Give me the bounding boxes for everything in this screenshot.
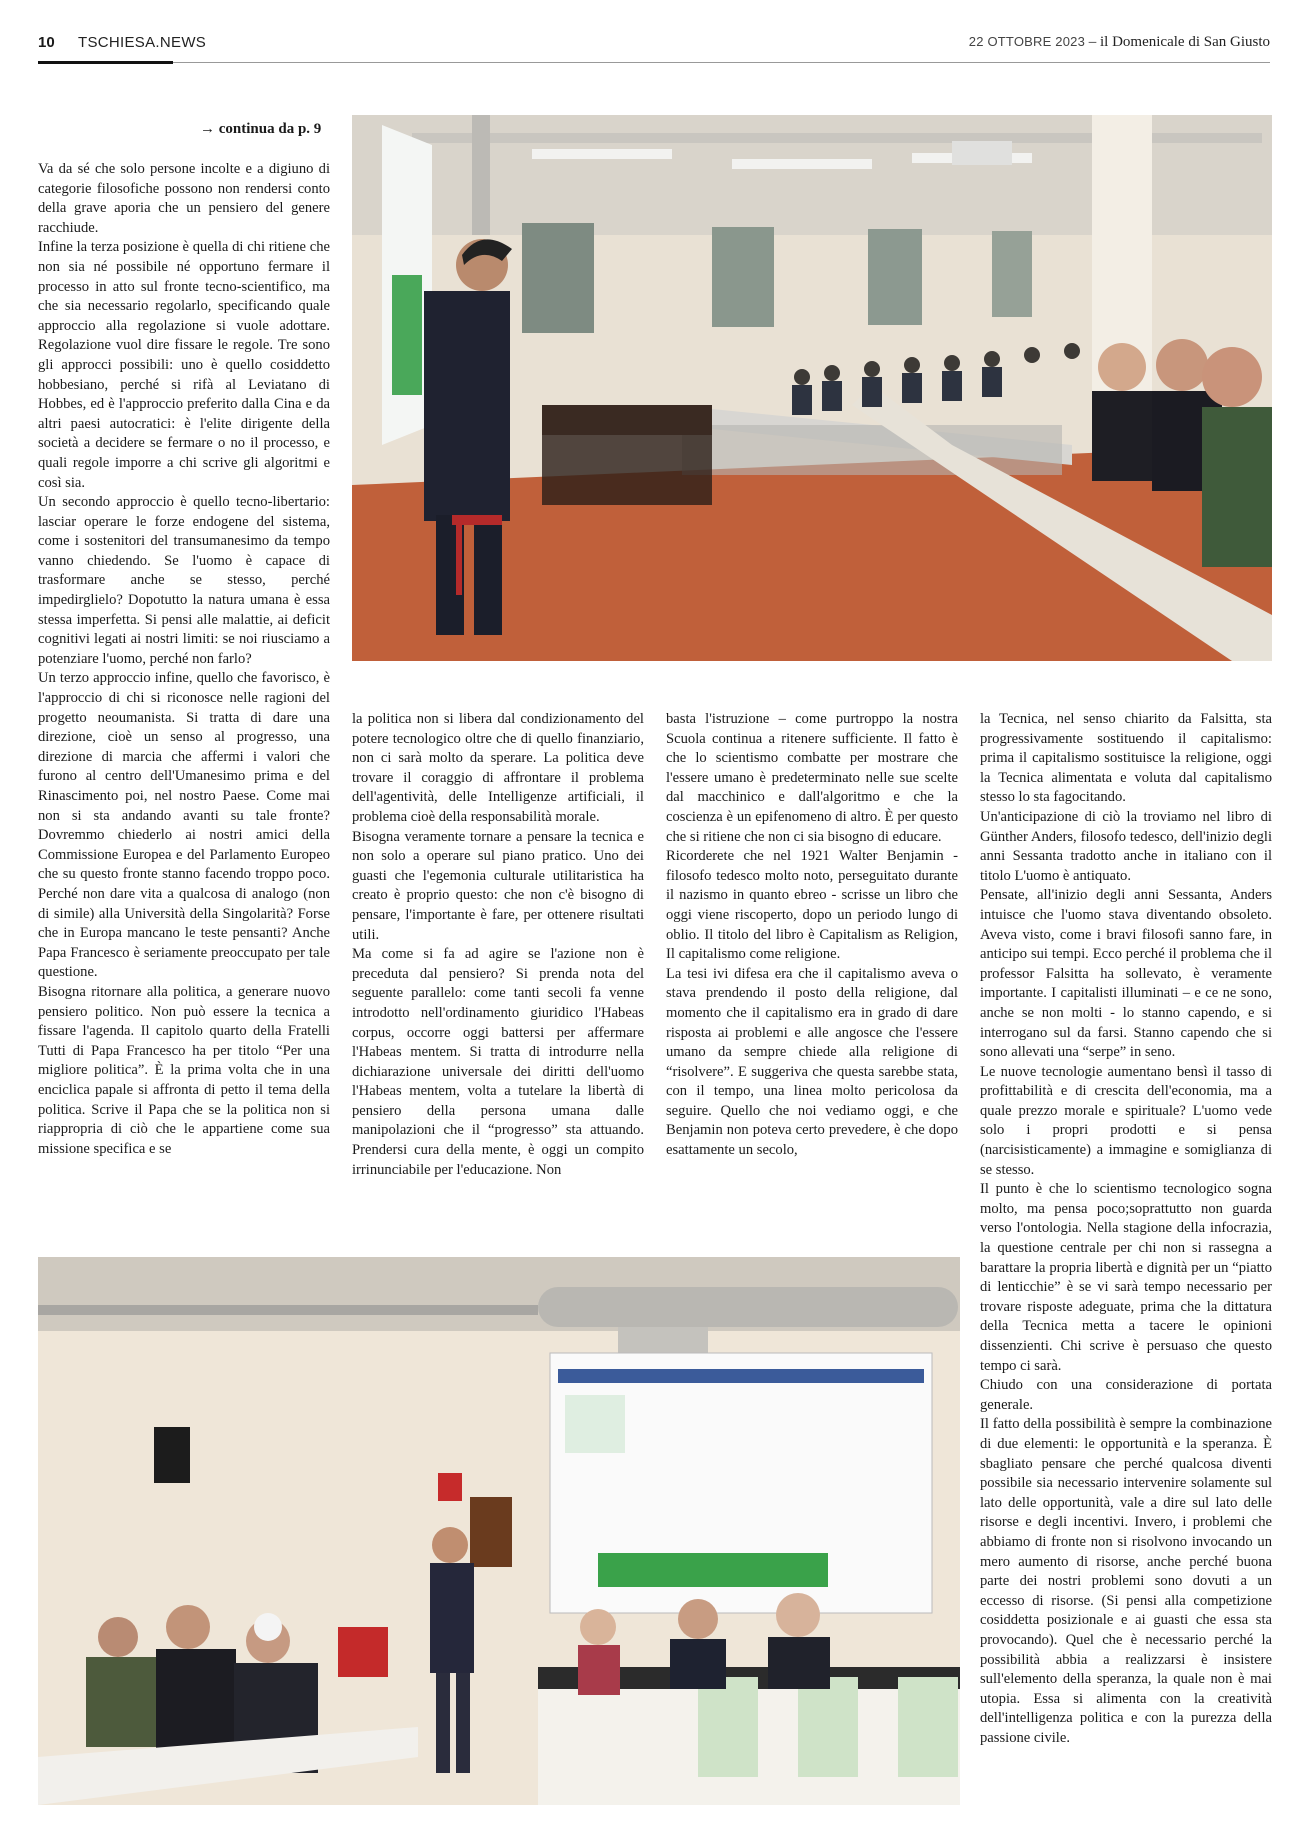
issue-info xyxy=(969,34,1270,51)
paragraph: Il punto è che lo scientismo tecnologico sogna molto, ma pensa poco;soprattutto non guarda verso l'ontologia. Nella stagione della infocrazia, la questione centrale per chi non si rassegna a barattare la propria libertà e dignità per un “piatto di lenticchie” è se vi sarà tempo necessario per trovare risposte adeguate, prima che la dittatura della Tecnica metta a tacere le opinioni dissenzienti. Chi scrive è persuaso che questo tempo ci sarà. xyxy=(980,1181,1272,1374)
continuation-note[interactable]: → continua da p. 9 xyxy=(200,121,322,137)
header-rule-accent xyxy=(38,61,173,64)
issue-date: 22 OTTOBRE 2023 xyxy=(968,34,1086,49)
article-column-1 xyxy=(38,160,330,1159)
article-column-4 xyxy=(980,710,1272,1748)
paragraph: Il fatto della possibilità è sempre la combinazione di due elementi: le opportunità e la speranza. È sbagliato pensare che perché qualcosa diventi possibile sia necessario intervenire solamente sul lato delle opportunità, vale a dire sul lato delle risorse e degli incentivi. Invero, i problemi che abbiamo di fronte non si risolvono invocando un mero aumento di risorse, anche perché buona parte dei nostri problemi sono dovuti a un eccesso di risorse. (Si pensi alla competizione cosiddetta posizionale e ai guasti che essa sta provocando). Quel che è necessario perché la possibilità abbia a realizzarsi è insistere sull'elemento della speranza, la quale non è mai utopia. Essa si alimenta con la creatività dell'intelligenza politica e con la purezza della passione civile. xyxy=(980,1416,1272,1746)
paragraph: Infine la terza posizione è quella di chi ritiene che non sia né possibile né opportuno fermare il processo in atto sul fronte tecno-scientifico, ma che sia necessario regolarlo, specificando quale approccio alla regolazione si vuole adottare. Regolazione vuol dire fissare le regole. Tre sono gli approcci possibili: uno è quello cosiddetto hobbesiano, perché si rifà al Leviatano di Hobbes, ed è l'approccio preferito dalla Cina e da altri paesi autocratici: è l'elite dirigente della società a decidere se fermare o no il processo, e quali regole imporre a chi scrive gli algoritmi e così sia. xyxy=(38,239,330,491)
paragraph: La tesi ivi difesa era che il capitalismo aveva o stava prendendo il posto della religione, dal momento che il capitalismo era in grado di dare risposta ai problemi e alle angosce che l'essere umano da sempre chiede alla religione di “risolvere”. E suggeriva che questa sarebbe stata, con il tempo, una linea molto pericolosa da seguire. Quello che noi vediamo oggi, e che Benjamin non poteva certo prevedere, è che dopo esattamente un secolo, xyxy=(666,965,958,1159)
article-column-3 xyxy=(666,710,958,1161)
paragraph: Va da sé che solo persone incolte e a digiuno di categorie filosofiche possono non rendersi conto della grave aporia che un pensiero del genere racchiude. xyxy=(38,161,330,236)
paragraph: Un secondo approccio è quello tecno-libertario: lasciar operare le forze endogene del sistema, come i sostenitori del transumanesimo da tempo vanno chiedendo. Se l'uomo è capace di trasformare anche se stesso, perché impedirglielo? Dopotutto la natura umana è essa stessa imperfetta. Si pensi alle malattie, ai deficit cognitivi legati ai nostri limiti: se noi riusciamo a potenziare l'uomo, perché non farlo? xyxy=(38,494,330,667)
paragraph: Ricorderete che nel 1921 Walter Benjamin - filosofo tedesco molto noto, perseguitato durante il nazismo in quanto ebreo - scrisse un libro che oggi viene riscoperto, dopo un periodo lungo di oblio. Il titolo del libro è Capitalism as Religion, Il capitalismo come religione. xyxy=(666,848,958,963)
paragraph: Bisogna veramente tornare a pensare la tecnica e non solo a operare sul piano pratico. Uno dei guasti che l'egemonia culturale utilitaristica ha creato è proprio questo: che non c'è bisogno di pensare, l'importante è fare, per ottenere risultati utili. xyxy=(352,828,644,943)
paragraph: Un terzo approccio infine, quello che favorisco, è l'approccio di chi si riconosce nelle ragioni del progetto neoumanista. Si tratta di dare una direzione, cioè un senso al progresso, una direzione di marcia che affermi i valori che furono al centro dell'Umanesimo prima e del Rinascimento poi, nel nostro Paese. Come mai non si sta andando avanti su tale fronte? Dovremmo chiederlo ai nostri amici della Commissione Europea e del Parlamento Europeo che su questo fronte stanno facendo troppo poco. Perché non dare vita a qualcosa di analogo (non di simile) alla Università della Singolarità? Forse che in Europa mancano le teste pensanti? Anche Papa Francesco è seriamente preoccupato per tale questione. xyxy=(38,670,330,981)
paragraph: basta l'istruzione – come purtroppo la nostra Scuola continua a ritenere sufficiente. Il fatto è che lo scientismo combatte per mostrare che l'essere umano è predeterminato nelle sue scelte dal macchinico e dall'algoritmo e che la coscienza è un epifenomeno di altro. È per questo che si ritiene che non ci sia bisogno di educare. xyxy=(666,711,958,845)
paragraph: Le nuove tecnologie aumentano bensì il tasso di profittabilità e di crescita dell'economia, ma a quale prezzo morale e spirituale? L'uomo vede solo i propri prodotti e si pensa (narcisisticamente) a immagine e somiglianza di se stesso. xyxy=(980,1063,1272,1178)
paragraph: la Tecnica, nel senso chiarito da Falsitta, sta progressivamente sostituendo il capitalismo: prima il capitalismo sostituisce la religione, oggi la Tecnica alimentata e voluta dal capitalismo stesso lo sta fagocitando. xyxy=(980,711,1272,806)
paragraph: Pensate, all'inizio degli anni Sessanta, Anders intuisce che l'uomo stava diventando obsoleto. Aveva visto, come i bravi filosofi sanno fare, in anticipo sui tempi. Ecco perché il problema che il professor Falsitta ha sollevato, è veramente importante. I capitalisti illuminati – e ce ne sono, anche se non molti - lo stanno capendo, e si interrogano sul da farsi. Stanno capendo che si sono allevati una “serpe” in seno. xyxy=(980,887,1272,1061)
header-rule xyxy=(38,62,1270,63)
paragraph: Bisogna ritornare alla politica, a generare nuovo pensiero politico. Non può essere la tecnica a fissare l'agenda. Il capitolo quarto della Fratelli Tutti di Papa Francesco ha per titolo “Per una migliore politica”. È la prima volta che in una enciclica papale si affronta di petto il tema della politica. Scrive il Papa che se la politica non si riappropria di ciò che le appartiene come sua missione specifica e se xyxy=(38,983,330,1157)
publication-name: il Domenicale di San Giusto xyxy=(1100,34,1270,50)
conference-photo-top xyxy=(352,115,1272,661)
conference-photo-bottom xyxy=(38,1257,960,1805)
issue-separator: – xyxy=(1085,34,1101,50)
page-header xyxy=(38,34,1270,64)
page-number: 10 xyxy=(38,34,55,51)
paragraph: Chiudo con una considerazione di portata generale. xyxy=(980,1377,1272,1413)
site-name[interactable]: TSCHIESA.NEWS xyxy=(78,34,207,51)
paragraph: la politica non si libera dal condizionamento del potere tecnologico oltre che di quello finanziario, non ci sarà molto da sperare. La politica deve trovare il coraggio di affrontare il problema dell'agentività, delle Intelligenze artificiali, il problema cioè della responsabilità morale. xyxy=(352,711,644,825)
paragraph: Ma come si fa ad agire se l'azione non è preceduta dal pensiero? Si prenda nota del seguente parallelo: come tanti secoli fa venne introdotto nell'ordinamento giuridico l'Habeas corpus, occorre oggi battersi per affermare l'Habeas mentem. Si tratta di introdurre nella dichiarazione universale dei diritti dell'uomo l'Habeas mentem, volta a tutelare la libertà di pensiero della persona umana dalle manipolazioni che il “progresso” sta attuando. Prendersi cura della mente, è oggi un compito irrinunciabile per l'educazione. Non xyxy=(352,946,644,1178)
paragraph: Un'anticipazione di ciò la troviamo nel libro di Günther Anders, filosofo tedesco, dell'inizio degli anni Sessanta tradotto anche in italiano con il titolo L'uomo è antiquato. xyxy=(980,808,1272,884)
article-column-2 xyxy=(352,710,644,1180)
